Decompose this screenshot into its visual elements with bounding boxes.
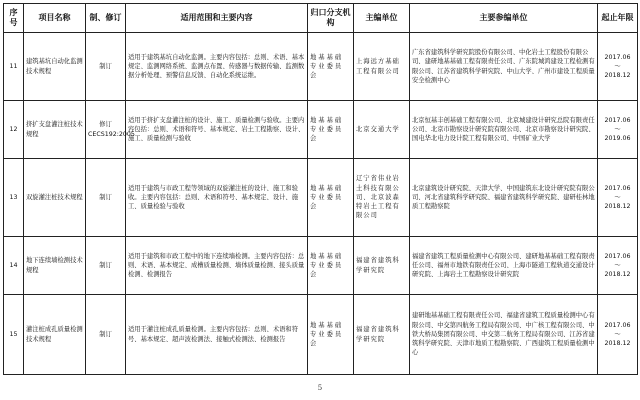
partner-units: 广东省建筑科学研究院股份有限公司、中化岩土工程股份有限公司、建研地基基础工程有限责任公司、广东院城鸿建设工程检测有限公司、江苏省建筑科学研究院、中山大学、广州市建设工程质量安全检测中心 (410, 33, 598, 101)
committee: 地基基础专业委员会 (308, 237, 354, 295)
standards-table (3, 3, 638, 375)
committee: 地基基础专业委员会 (308, 159, 354, 237)
table-row (4, 295, 638, 375)
project-name: 地下连续墙检测技术规程 (24, 237, 86, 295)
period-end: 2018.12 (604, 203, 631, 211)
committee: 地基基础专业委员会 (308, 295, 354, 375)
chief-editor: 福建省建筑科学研究院 (354, 295, 410, 375)
period: 2017.06 ～ 2018.12 (598, 33, 638, 101)
page-number: 5 (317, 384, 323, 392)
period-start: 2017.06 (604, 252, 631, 260)
revision-type: 制订 (86, 295, 126, 375)
period-end: 2018.12 (604, 340, 631, 348)
period-end: 2018.12 (604, 271, 631, 279)
header-scope: 适用范围和主要内容 (126, 4, 308, 33)
revision-type: 制订 (86, 237, 126, 295)
period-start: 2017.06 (604, 53, 631, 61)
period-end: 2019.06 (604, 135, 631, 143)
partner-units: 北京恒基丰创基础工程有限公司、北京城建设计研究总院有限责任公司、北京市勘察设计研究院有限公司、北京市勘察设计研究院、国电华北电力设计院工程有限公司、中国矿业大学 (410, 101, 598, 159)
scope-text: 适用于挤扩支盘灌注桩的设计、施工、质量检测与验收。主要内容包括：总则、术语和符号、基本规定、岩土工程勘察、设计、施工、质量检测与验收 (126, 101, 308, 159)
committee: 地基基础专业委员会 (308, 33, 354, 101)
header-period: 起止年限 (598, 4, 638, 33)
table-row (4, 237, 638, 295)
period: 2017.06 ～ 2018.12 (598, 237, 638, 295)
period: 2017.06 ～ 2018.12 (598, 295, 638, 375)
row-no: 11 (4, 33, 24, 101)
chief-editor: 上海远方基础工程有限公司 (354, 33, 410, 101)
table-row (4, 159, 638, 237)
scope-text: 适用于建筑与市政工程等领域的双旋灌注桩的设计、施工和验收。主要内容包括：总则、术语和符号、基本规定、设计、施工、质量检验与验收 (126, 159, 308, 237)
chief-editor: 北京交通大学 (354, 101, 410, 159)
project-name: 建筑基坑自动化监测技术规程 (24, 33, 86, 101)
table-row (4, 33, 638, 101)
header-committee: 归口分支机构 (308, 4, 354, 33)
partner-units: 福建省建筑工程质量检测中心有限公司、建研地基基础工程有限责任公司、福州市地铁有限责任公司、上海市隧道工程轨道交通设计研究院、上海岩土工程勘察设计研究院 (410, 237, 598, 295)
revision-type: 制订 (86, 159, 126, 237)
header-row (4, 4, 638, 33)
table-row (4, 101, 638, 159)
header-project-name: 项目名称 (24, 4, 86, 33)
period: 2017.06 ～ 2018.12 (598, 159, 638, 237)
row-no: 14 (4, 237, 24, 295)
revision-type: 修订 CECS192:2005 (86, 101, 126, 159)
revision-type: 制订 (86, 33, 126, 101)
chief-editor: 辽宁省伟业岩土科技有限公司、北京波森特岩土工程有限公司 (354, 159, 410, 237)
scope-text: 适用于灌注桩成孔质量检测。主要内容包括：总则、术语和符号、基本规定、超声波检测法、接触式检测法、检测报告 (126, 295, 308, 375)
row-no: 13 (4, 159, 24, 237)
period-end: 2018.12 (604, 72, 631, 80)
row-no: 15 (4, 295, 24, 375)
row-no: 12 (4, 101, 24, 159)
partner-units: 北京建筑设计研究院、天津大学、中国建筑东北设计研究院有限公司、河北省建筑科学研究院、福建省建筑科学研究院、建研桂林地质工程勘察院 (410, 159, 598, 237)
period-start: 2017.06 (604, 321, 631, 329)
scope-text: 适用于建筑基坑自动化监测。主要内容包括：总则、术语、基本规定、监测网络系统、监测点布置、传感器与数据传输、监测数据分析处理、预警信息反馈、自动化系统运维。 (126, 33, 308, 101)
committee: 地基基础专业委员会 (308, 101, 354, 159)
header-revision: 制、修订 (86, 4, 126, 33)
header-partners: 主要参编单位 (410, 4, 598, 33)
partner-units: 建研地基基础工程有限责任公司、福建省建筑工程质量检测中心有限公司、中交第四航务工程局有限公司、中广核工程有限公司、中铁大桥局集团有限公司、中交第二航务工程局有限公司、江苏省建筑科学研究院、天津市地质工程勘察院、广西建筑工程质量检测中心 (410, 295, 598, 375)
period-start: 2017.06 (604, 184, 631, 192)
project-name: 挤扩支盘灌注桩技术规程 (24, 101, 86, 159)
period-start: 2017.06 (604, 116, 631, 124)
header-chief-editor: 主编单位 (354, 4, 410, 33)
project-name: 灌注桩成孔质量检测技术规程 (24, 295, 86, 375)
period: 2017.06 ～ 2019.06 (598, 101, 638, 159)
chief-editor: 福建省建筑科学研究院 (354, 237, 410, 295)
scope-text: 适用于建筑和市政工程中的地下连续墙检测。主要内容包括：总则、术语、基本规定、成槽质量检测、墙体质量检测、接头质量检测、检测报告 (126, 237, 308, 295)
header-no: 序号 (4, 4, 24, 33)
project-name: 双旋灌注桩技术规程 (24, 159, 86, 237)
